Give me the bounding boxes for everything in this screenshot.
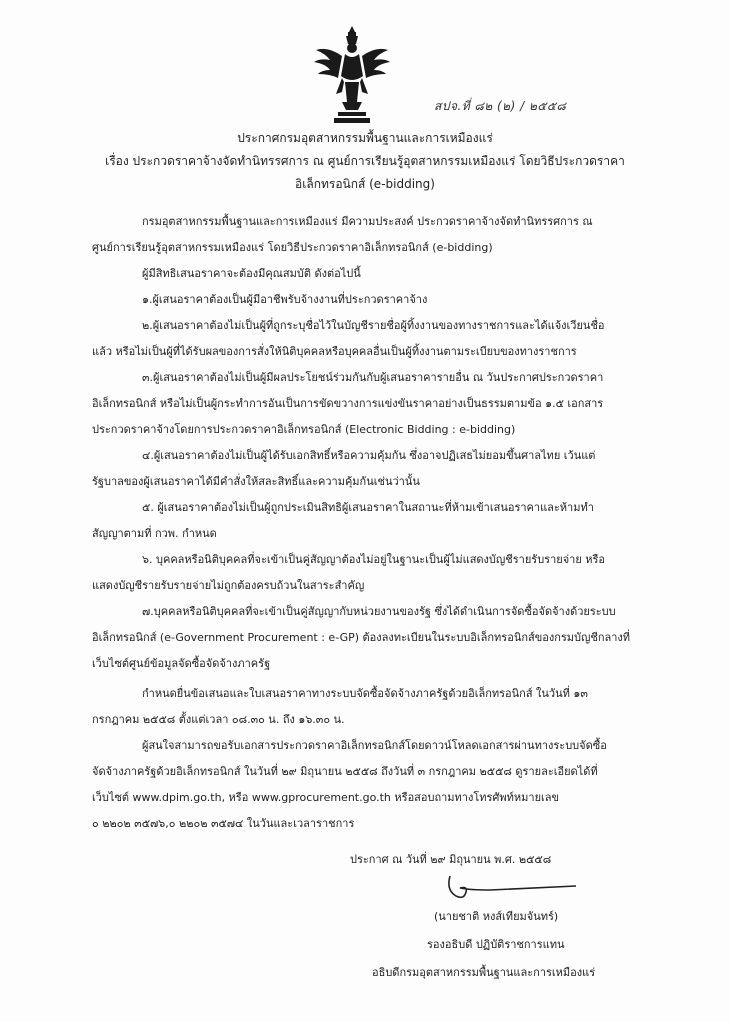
paragraph-line: อิเล็กทรอนิกส์ (e-Government Procurement : e-GP) ต้องลงทะเบียนในระบบอิเล็กทรอนิกส์ของกรมบัญชีกลางที่	[92, 631, 631, 644]
signatory-position-org: อธิบดีกรมอุตสาหกรรมพื้นฐานและการเหมืองแร่	[372, 966, 596, 979]
paragraph-line: สัญญาตามที่ กวพ. กำหนด	[92, 527, 217, 540]
paragraph-line: แสดงบัญชีรายรับรายจ่ายไม่ถูกต้องครบถ้วนในสาระสำคัญ	[92, 579, 365, 592]
condition-4: ๔.ผู้เสนอราคาต้องไม่เป็นผู้ได้รับเอกสิทธิ์หรือความคุ้มกัน ซึ่งอาจปฏิเสธไม่ยอมขึ้นศาลไทย เว้นแต่	[142, 449, 596, 462]
submission-section	[92, 681, 632, 837]
paragraph-line: ประกวดราคาจ้างโดยการประกวดราคาอิเล็กทรอนิกส์ (Electronic Bidding : e-bidding)	[92, 423, 516, 436]
info-line: ผู้สนใจสามารถขอรับเอกสารประกวดราคาอิเล็กทรอนิกส์โดยดาวน์โหลดเอกสารผ่านทางระบบจัดซื้อ	[142, 739, 607, 752]
handwritten-signature-icon	[440, 868, 580, 902]
condition-3: ๓.ผู้เสนอราคาต้องไม่เป็นผู้มีผลประโยชน์ร่วมกันกับผู้เสนอราคารายอื่น ณ วันประกาศประกวดราคา	[142, 371, 604, 384]
info-line: ๐ ๒๒๐๒ ๓๕๗๖,๐ ๒๒๐๒ ๓๕๗๔ ในวันและเวลาราชการ	[92, 817, 355, 830]
document-number	[434, 97, 566, 116]
document-number-text: สปจ.ที่ ๘๒ (๒) / ๒๕๕๘	[434, 99, 567, 113]
signatory-name: (นายชาติ หงส์เทียมจันทร์)	[434, 910, 559, 923]
info-line: เว็บไซต์ www.dpim.go.th, หรือ www.gprocurement.go.th หรือสอบถามทางโทรศัพท์หมายเลข	[92, 791, 560, 804]
condition-7: ๗.บุคคลหรือนิติบุคคลที่จะเข้าเป็นคู่สัญญากับหน่วยงานของรัฐ ซึ่งได้ดำเนินการจัดซื้อจัดจ้างด้วยระบบ	[142, 605, 616, 618]
condition-1: ๑.ผู้เสนอราคาต้องเป็นผู้มีอาชีพรับจ้างงานที่ประกวดราคาจ้าง	[142, 293, 428, 306]
signatory-position: รองอธิบดี ปฏิบัติราชการแทน	[427, 938, 565, 951]
paragraph-line: แล้ว หรือไม่เป็นผู้ที่ได้รับผลของการสั่งให้นิติบุคคลหรือบุคคลอื่นเป็นผู้ทิ้งงานตามระเบียบของทางราชการ	[92, 345, 577, 358]
paragraph-line: ผู้มีสิทธิเสนอราคาจะต้องมีคุณสมบัติ ดังต่อไปนี้	[142, 267, 361, 280]
info-line: จัดจ้างภาครัฐด้วยอิเล็กทรอนิกส์ ในวันที่ ๒๙ มิถุนายน ๒๕๕๘ ถึงวันที่ ๓ กรกฎาคม ๒๕๕๘ ดูรายละเอียดได้ที่	[92, 765, 598, 778]
submission-line: กรกฎาคม ๒๕๕๘ ตั้งแต่เวลา ๐๘.๓๐ น. ถึง ๑๖.๓๐ น.	[92, 713, 345, 726]
garuda-emblem-icon	[312, 24, 392, 126]
condition-6: ๖. บุคคลหรือนิติบุคคลที่จะเข้าเป็นคู่สัญญาต้องไม่อยู่ในฐานะเป็นผู้ไม่แสดงบัญชีรายรับรายจ่าย หรือ	[142, 553, 606, 566]
submission-line: กำหนดยื่นข้อเสนอและใบเสนอราคาทางระบบจัดซื้อจัดจ้างภาครัฐด้วยอิเล็กทรอนิกส์ ในวันที่ ๑๓	[142, 687, 588, 700]
announcement-date: ประกาศ ณ วันที่ ๒๙ มิถุนายน พ.ศ. ๒๕๕๘	[350, 853, 552, 866]
condition-5: ๕. ผู้เสนอราคาต้องไม่เป็นผู้ถูกประเมินสิทธิผู้เสนอราคาในสถานะที่ห้ามเข้าเสนอราคาและห้ามทำ	[142, 501, 594, 514]
condition-2: ๒.ผู้เสนอราคาต้องไม่เป็นผู้ที่ถูกระบุชื่อไว้ในบัญชีรายชื่อผู้ทิ้งงานของทางราชการและได้แจ้งเวียนชื่อ	[142, 319, 605, 332]
announcement-subject: เรื่อง ประกวดราคาจ้างจัดทำนิทรรศการ ณ ศูนย์การเรียนรู้อุตสาหกรรมเหมืองแร่ โดยวิธีประกวดราคา	[105, 154, 625, 168]
paragraph-line: ศูนย์การเรียนรู้อุตสาหกรรมเหมืองแร่ โดยวิธีประกวดราคาอิเล็กทรอนิกส์ (e-bidding)	[92, 241, 493, 254]
paragraph-line: อิเล็กทรอนิกส์ หรือไม่เป็นผู้กระทำการอันเป็นการขัดขวางการแข่งขันราคาอย่างเป็นธรรมตามข้อ ๑.๕ เอกสาร	[92, 397, 604, 410]
paragraph-line: เว็บไซต์ศูนย์ข้อมูลจัดซื้อจัดจ้างภาครัฐ	[92, 657, 271, 670]
paragraph-line: รัฐบาลของผู้เสนอราคาได้มีคำสั่งให้สละสิทธิ์และความคุ้มกันเช่นว่านั้น	[92, 475, 420, 488]
announcement-subject-cont: อิเล็กทรอนิกส์ (e-bidding)	[295, 177, 435, 191]
qualification-section	[92, 209, 632, 677]
announcement-title: ประกาศกรมอุตสาหกรรมพื้นฐานและการเหมืองแร่	[237, 131, 493, 145]
paragraph-line: กรมอุตสาหกรรมพื้นฐานและการเหมืองแร่ มีความประสงค์ ประกวดราคาจ้างจัดทำนิทรรศการ ณ	[142, 215, 593, 228]
